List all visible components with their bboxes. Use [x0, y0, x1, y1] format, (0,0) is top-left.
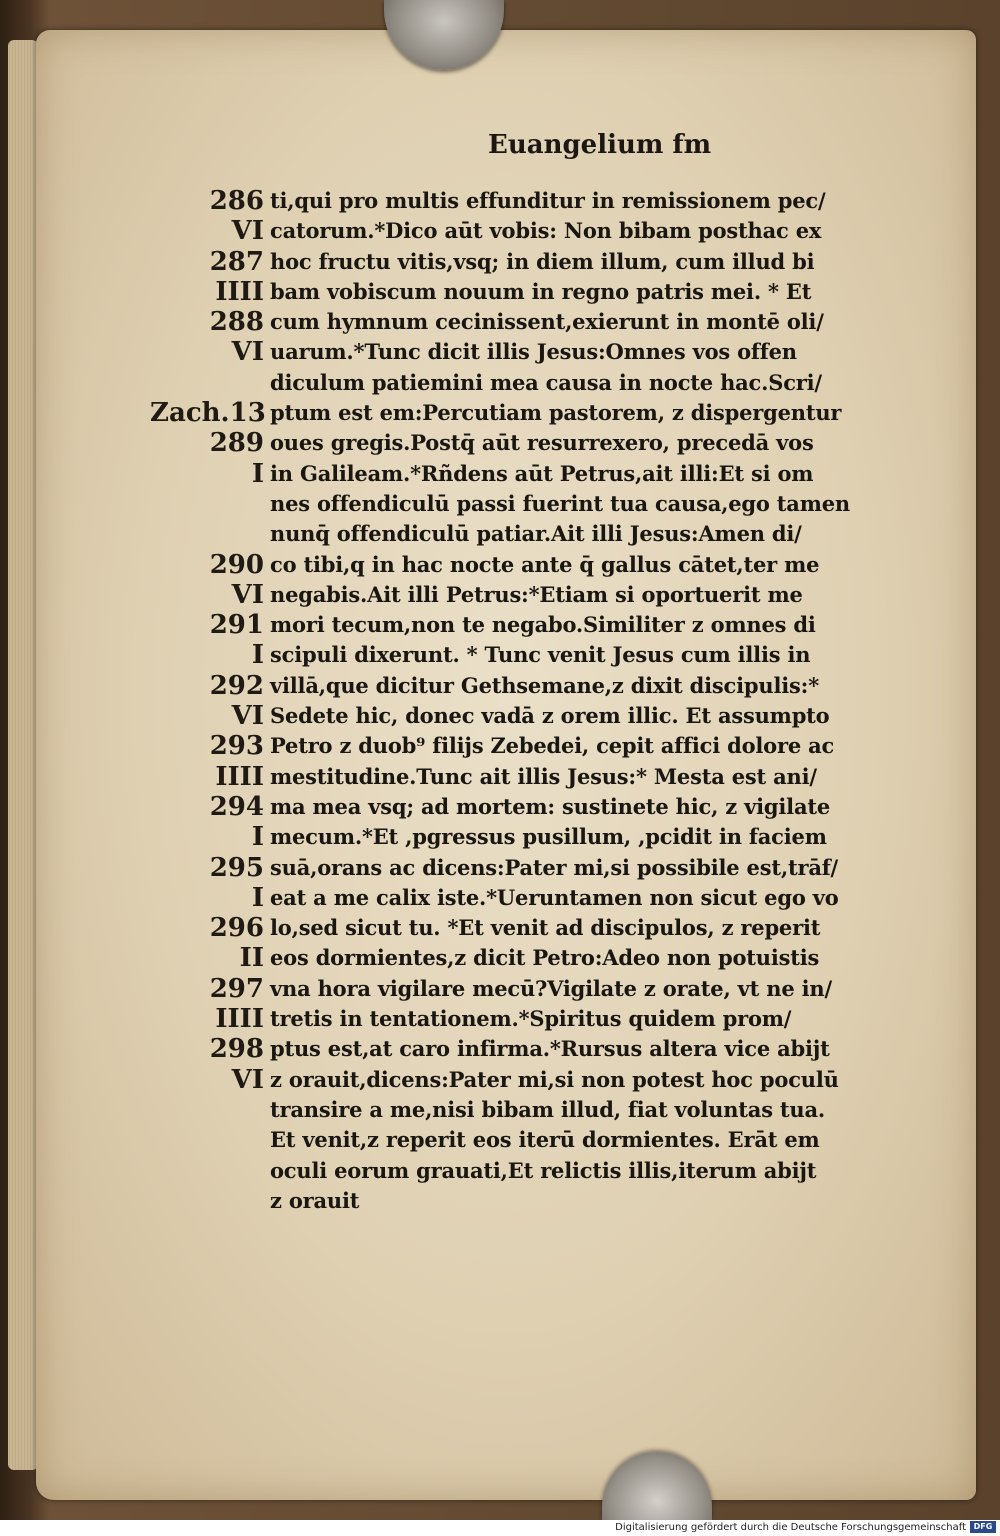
margin-note: 289	[209, 428, 264, 459]
text-line	[150, 247, 950, 277]
line-text: mestitudine.Tunc ait illis Jesus:* Mesta est ani/	[270, 763, 817, 789]
margin-note: VI	[231, 216, 264, 247]
line-text: vna hora vigilare mecū?Vigilate z orate, vt ne in/	[270, 975, 832, 1001]
line-text: catorum.*Dico aūt vobis: Non bibam posthac ex	[270, 218, 822, 244]
margin-note: I	[251, 822, 264, 853]
margin-note: 297	[209, 973, 264, 1004]
text-line	[150, 216, 950, 246]
text-line	[150, 792, 950, 822]
text-line	[150, 277, 950, 307]
line-text: ma mea vsq; ad mortem: sustinete hic, z vigilate	[270, 793, 831, 819]
text-line	[150, 307, 950, 337]
line-text: ptus est,at caro infirma.*Rursus altera vice abijt	[270, 1036, 830, 1062]
line-text: Et venit,z reperit eos iterū dormientes. Erāt em	[270, 1127, 820, 1153]
text-line	[150, 913, 950, 943]
line-text: eat a me calix iste.*Ueruntamen non sicut ego vo	[270, 884, 839, 910]
line-text: z orauit	[270, 1187, 360, 1213]
margin-note: 287	[209, 246, 264, 277]
line-text: hoc fructu vitis,vsq; in diem illum, cum illud bi	[270, 248, 815, 274]
line-text: ptum est em:Percutiam pastorem, z dispergentur	[270, 400, 842, 426]
line-text: tretis in tentationem.*Spiritus quidem prom/	[270, 1006, 792, 1032]
margin-note: IIII	[215, 1004, 264, 1035]
line-text: scipuli dixerunt. * Tunc venit Jesus cum illis in	[270, 642, 811, 668]
text-line	[150, 701, 950, 731]
margin-note: I	[251, 640, 264, 671]
text-line	[150, 186, 950, 216]
line-text: oues gregis.Postq̄ aūt resurrexero, precedā vos	[270, 430, 814, 456]
line-text: negabis.Ait illi Petrus:*Etiam si oportuerit me	[270, 581, 803, 607]
line-text: nes offendiculū passi fuerint tua causa,ego tamen	[270, 490, 850, 516]
margin-note: 293	[209, 731, 264, 762]
text-block	[150, 186, 950, 1216]
text-line	[150, 1186, 950, 1216]
text-line	[150, 489, 950, 519]
line-text: uarum.*Tunc dicit illis Jesus:Omnes vos offen	[270, 339, 797, 365]
text-line	[150, 459, 950, 489]
text-line	[150, 368, 950, 398]
text-line	[150, 1034, 950, 1064]
line-text: suā,orans ac dicens:Pater mi,si possibile est,trāf/	[270, 854, 839, 880]
line-text: co tibi,q in hac nocte ante q̄ gallus cātet,ter me	[270, 551, 820, 577]
line-text: transire a me,nisi bibam illud, fiat voluntas tua.	[270, 1096, 826, 1122]
margin-note: 298	[209, 1034, 264, 1065]
line-text: oculi eorum grauati,Et relictis illis,iterum abijt	[270, 1157, 817, 1183]
margin-note: VI	[231, 579, 264, 610]
text-line	[150, 853, 950, 883]
text-line	[150, 974, 950, 1004]
margin-note: Zach.13	[150, 398, 266, 429]
margin-note: I	[251, 458, 264, 489]
text-line	[150, 337, 950, 367]
text-line	[150, 883, 950, 913]
line-text: nunq̄ offendiculū patiar.Ait illi Jesus:Amen di/	[270, 521, 802, 547]
margin-note: 286	[209, 186, 264, 216]
text-line	[150, 1125, 950, 1155]
margin-note: VI	[231, 1064, 264, 1095]
line-text: diculum patiemini mea causa in nocte hac.Scri/	[270, 369, 822, 395]
line-text: mecum.*Et ,pgressus pusillum, ,pcidit in faciem	[270, 824, 827, 850]
line-text: eos dormientes,z dicit Petro:Adeo non potuistis	[270, 945, 820, 971]
margin-note: VI	[231, 337, 264, 368]
line-text: bam vobiscum nouum in regno patris mei. * Et	[270, 278, 812, 304]
line-text: Petro z duob⁹ filijs Zebedei, cepit affici dolore ac	[270, 733, 835, 759]
margin-note: 291	[209, 610, 264, 641]
margin-note: IIII	[215, 761, 264, 792]
text-line	[150, 822, 950, 852]
text-line	[150, 1095, 950, 1125]
text-line	[150, 640, 950, 670]
line-text: mori tecum,non te negabo.Similiter z omnes di	[270, 612, 816, 638]
margin-note: 294	[209, 791, 264, 822]
margin-note: IIII	[215, 276, 264, 307]
line-text: villā,que dicitur Gethsemane,z dixit discipulis:*	[270, 672, 819, 698]
margin-note: 292	[209, 670, 264, 701]
text-line	[150, 1004, 950, 1034]
text-line	[150, 762, 950, 792]
text-line	[150, 398, 950, 428]
text-line	[150, 943, 950, 973]
margin-note: VI	[231, 701, 264, 732]
text-line	[150, 580, 950, 610]
text-line	[150, 610, 950, 640]
line-text: in Galileam.*Rñdens aūt Petrus,ait illi:Et si om	[270, 460, 814, 486]
margin-note: 296	[209, 913, 264, 944]
text-line	[150, 731, 950, 761]
margin-note: 288	[209, 307, 264, 338]
dfg-logo: DFG	[970, 1521, 996, 1533]
text-line	[150, 1065, 950, 1095]
text-line	[150, 671, 950, 701]
margin-note: 295	[209, 852, 264, 883]
text-line	[150, 550, 950, 580]
running-header: Euangelium fm	[488, 130, 712, 160]
line-text: cum hymnum cecinissent,exierunt in montē oli/	[270, 309, 824, 335]
line-text: ti,qui pro multis effunditur in remissionem pec/	[270, 188, 826, 213]
margin-note: 290	[209, 549, 264, 580]
footer-credit: Digitalisierung gefördert durch die Deutsche Forschungsgemeinschaft	[615, 1522, 966, 1533]
text-line	[150, 519, 950, 549]
page-edges	[8, 40, 38, 1470]
line-text: Sedete hic, donec vadā z orem illic. Et assumpto	[270, 703, 830, 729]
line-text: z orauit,dicens:Pater mi,si non potest hoc poculū	[270, 1066, 839, 1092]
margin-note: II	[239, 943, 264, 974]
text-line	[150, 428, 950, 458]
line-text: lo,sed sicut tu. *Et venit ad discipulos, z reperit	[270, 915, 821, 941]
margin-note: I	[251, 882, 264, 913]
text-line	[150, 1156, 950, 1186]
